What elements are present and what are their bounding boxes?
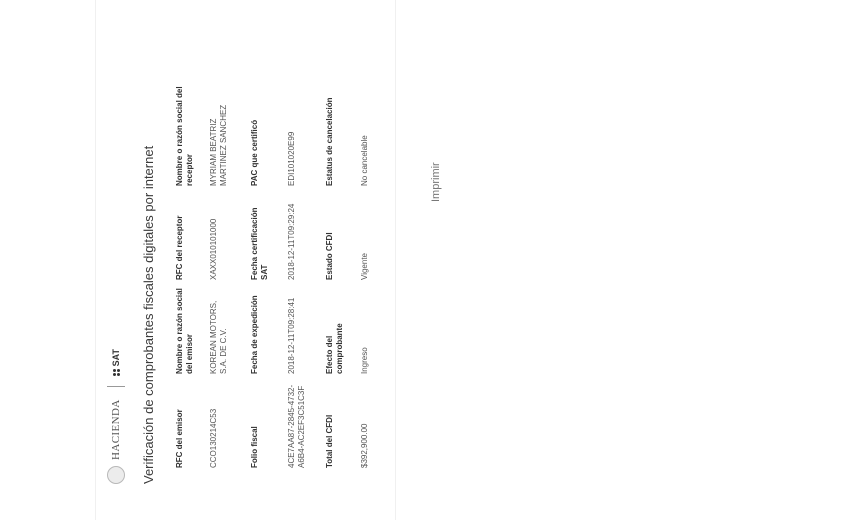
nombre-emisor-label: Nombre o razón social del emisor <box>175 288 194 374</box>
rfc-receptor-value: XAXX010101000 <box>209 218 218 280</box>
fecha-certificacion-label: Fecha certificación SAT <box>250 207 269 280</box>
nombre-receptor-label: Nombre o razón social del receptor <box>175 86 194 186</box>
total-value: $392,900.00 <box>360 423 369 468</box>
fecha-expedicion-label: Fecha de expedición <box>250 295 259 374</box>
estatus-cancelacion-label: Estatus de cancelación <box>325 97 334 186</box>
hacienda-logo-text: HACIENDA <box>110 399 122 460</box>
nombre-emisor-value: KOREAN MOTORS, S.A. DE C.V. <box>209 300 228 374</box>
header-logos <box>104 349 128 484</box>
government-seal-icon <box>107 466 125 484</box>
page-title: Verificación de comprobantes fiscales digitales por internet <box>141 145 156 484</box>
total-label: Total del CFDI <box>325 414 334 468</box>
nombre-receptor-value: MYRIAM BEATRIZ MARTINEZ SANCHEZ <box>209 104 228 186</box>
rfc-emisor-value: CCO130214C53 <box>209 408 218 468</box>
fecha-certificacion-value: 2018-12-11T09:29:24 <box>287 203 296 280</box>
estatus-cancelacion-value: No cancelable <box>360 135 369 186</box>
sat-logo-text: SAT <box>111 349 121 367</box>
efecto-label: Efecto del comprobante <box>325 323 344 374</box>
pac-label: PAC que certificó <box>250 119 259 186</box>
pac-value: EDI101020E99 <box>287 131 296 186</box>
print-link[interactable]: Imprimir <box>430 162 442 202</box>
fecha-expedicion-value: 2018-12-11T09:28:41 <box>287 297 296 374</box>
scan-line <box>95 0 96 520</box>
estado-label: Estado CFDI <box>325 232 334 280</box>
logo-divider <box>107 386 125 387</box>
estado-value: Vigente <box>360 253 369 280</box>
folio-fiscal-value: 4CE7AA87-2845-4732-A6B4-AC2EF3C51C3F <box>287 384 306 468</box>
rfc-receptor-label: RFC del receptor <box>175 215 184 280</box>
efecto-value: Ingreso <box>360 347 369 374</box>
folio-fiscal-label: Folio fiscal <box>250 426 259 468</box>
cfdi-details-grid <box>175 76 396 468</box>
sat-logo-icon <box>113 369 120 376</box>
rfc-emisor-label: RFC del emisor <box>175 409 184 468</box>
